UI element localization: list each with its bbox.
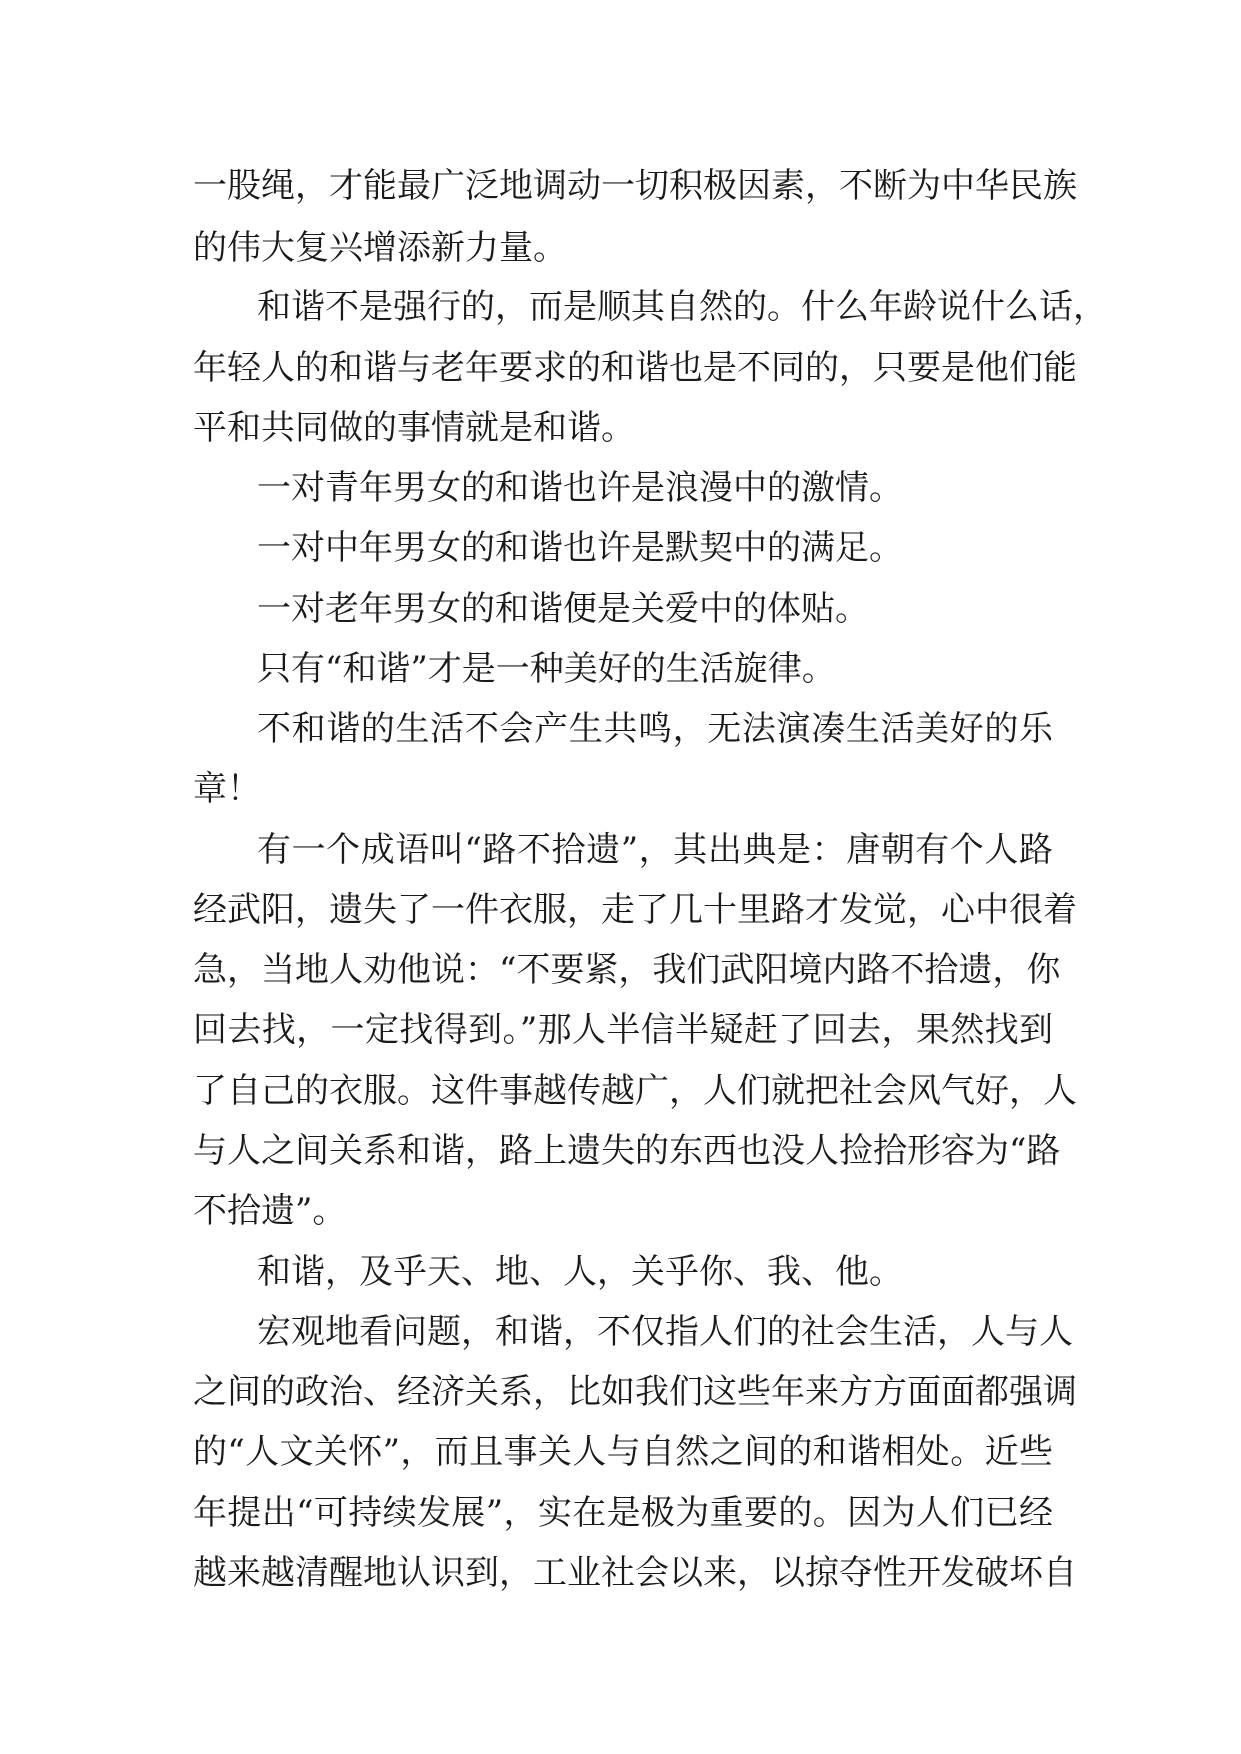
text-line: 一对老年男女的和谐便是关爱中的体贴。 <box>257 589 869 629</box>
text-line: 急，当地人劝他说：“不要紧，我们武阳境内路不拾遗，你 <box>193 950 1061 990</box>
text-line: 之间的政治、经济关系，比如我们这些年来方方面面都强调 <box>193 1372 1077 1412</box>
text-line: 不拾遗”。 <box>193 1191 347 1231</box>
text-line: 不和谐的生活不会产生共鸣，无法演凑生活美好的乐 <box>257 709 1053 749</box>
text-line: 回去找，一定找得到。”那人半信半疑赶了回去，果然找到 <box>193 1010 1053 1050</box>
text-line: 与人之间关系和谐，路上遗失的东西也没人捡拾形容为“路 <box>193 1131 1061 1171</box>
text-line: 的“人文关怀”，而且事关人与自然之间的和谐相处。近些 <box>193 1432 1053 1472</box>
text-line: 一对青年男女的和谐也许是浪漫中的激情。 <box>257 468 903 508</box>
text-line: 和谐不是强行的，而是顺其自然的。什么年龄说什么话， <box>257 287 1107 327</box>
text-line: 的伟大复兴增添新力量。 <box>193 228 567 268</box>
text-line: 越来越清醒地认识到，工业社会以来，以掠夺性开发破坏自 <box>193 1553 1077 1593</box>
text-line: 只有“和谐”才是一种美好的生活旋律。 <box>257 649 836 689</box>
text-line: 和谐，及乎天、地、人，关乎你、我、他。 <box>257 1252 903 1292</box>
text-line: 一股绳，才能最广泛地调动一切积极因素，不断为中华民族 <box>193 166 1077 206</box>
text-line: 年提出“可持续发展”，实在是极为重要的。因为人们已经 <box>193 1493 1053 1533</box>
text-line: 一对中年男女的和谐也许是默契中的满足。 <box>257 528 903 568</box>
text-line: 经武阳，遗失了一件衣服，走了几十里路才发觉，心中很着 <box>193 890 1077 930</box>
text-line: 年轻人的和谐与老年要求的和谐也是不同的，只要是他们能 <box>193 348 1077 388</box>
text-line: 了自己的衣服。这件事越传越广，人们就把社会风气好，人 <box>193 1071 1077 1111</box>
text-line: 章！ <box>193 769 261 809</box>
text-line: 宏观地看问题，和谐，不仅指人们的社会生活，人与人 <box>257 1312 1073 1352</box>
text-line: 平和共同做的事情就是和谐。 <box>193 408 635 448</box>
text-line: 有一个成语叫“路不拾遗”，其出典是：唐朝有个人路 <box>257 830 1053 870</box>
